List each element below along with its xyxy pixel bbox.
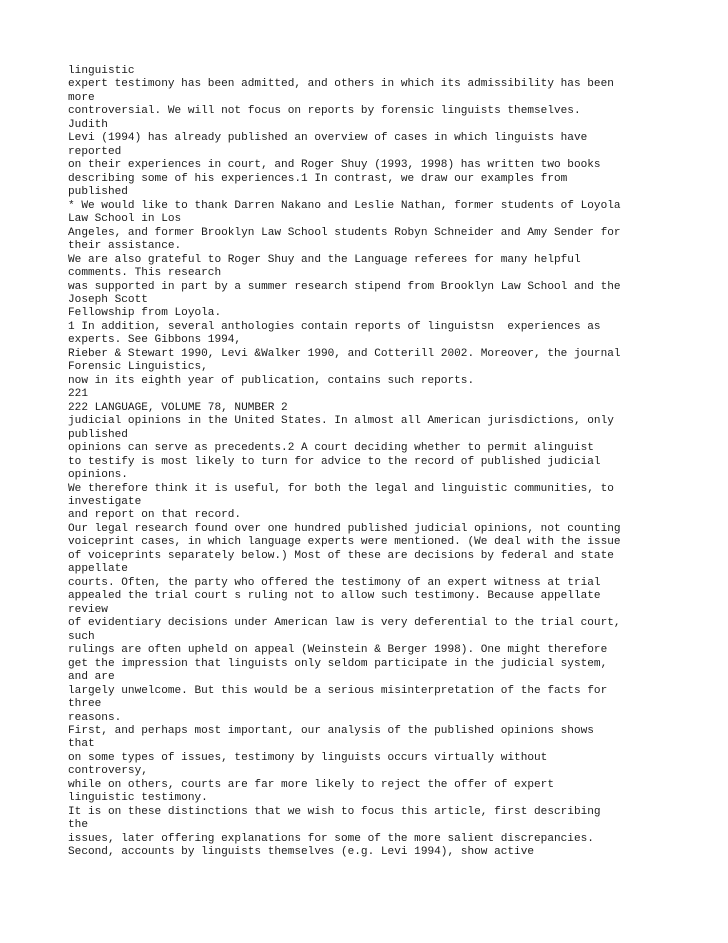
- text-line: * We would like to thank Darren Nakano and Leslie Nathan, former students of Loyola: [68, 199, 621, 212]
- text-line: Forensic Linguistics,: [68, 361, 208, 374]
- text-line: Law School in Los: [68, 213, 182, 226]
- text-line: and report on that record.: [68, 509, 242, 522]
- text-line: Second, accounts by linguists themselves (e.g. Levi 1994), show active: [68, 846, 535, 859]
- text-line: controversial. We will not focus on reports by forensic linguists themselves.: [68, 105, 581, 118]
- text-line: issues, later offering explanations for some of the more salient discrepancies.: [68, 832, 594, 845]
- text-line: more: [68, 91, 95, 104]
- text-line: on their experiences in court, and Roger Shuy (1993, 1998) has written two books: [68, 159, 601, 172]
- text-line: We therefore think it is useful, for both the legal and linguistic communities, to: [68, 482, 614, 495]
- text-line: experts. See Gibbons 1994,: [68, 334, 242, 347]
- text-line: review: [68, 603, 108, 616]
- text-line: now in its eighth year of publication, contains such reports.: [68, 374, 475, 387]
- text-line: judicial opinions in the United States. In almost all American jurisdictions, only: [68, 415, 614, 428]
- text-line: linguistic testimony.: [68, 792, 208, 805]
- text-line: published: [68, 186, 128, 199]
- text-line: Rieber & Stewart 1990, Levi &Walker 1990, and Cotterill 2002. Moreover, the journal: [68, 347, 621, 360]
- text-line: Judith: [68, 118, 108, 131]
- text-line: while on others, courts are far more likely to reject the offer of expert: [68, 778, 554, 791]
- text-line: appellate: [68, 563, 128, 576]
- text-line: linguistic: [68, 65, 135, 77]
- text-line: of evidentiary decisions under American law is very deferential to the trial court,: [68, 617, 621, 630]
- text-line: on some types of issues, testimony by linguists occurs virtually without: [68, 751, 548, 764]
- text-line: largely unwelcome. But this would be a serious misinterpretation of the facts for: [68, 684, 608, 697]
- text-line: Angeles, and former Brooklyn Law School students Robyn Schneider and Amy Sender for: [68, 226, 621, 239]
- text-line: three: [68, 698, 102, 711]
- text-line: such: [68, 630, 95, 643]
- text-line: reasons.: [68, 711, 122, 724]
- text-line: published: [68, 428, 128, 441]
- text-line: expert testimony has been admitted, and others in which its admissibility has been: [68, 78, 614, 91]
- text-line: to testify is most likely to turn for advice to the record of published judicial: [68, 455, 601, 468]
- text-line: reported: [68, 145, 122, 158]
- text-line: describing some of his experiences.1 In contrast, we draw our examples from: [68, 172, 568, 185]
- text-line: and are: [68, 671, 115, 684]
- text-line: of voiceprints separately below.) Most of these are decisions by federal and state: [68, 549, 614, 562]
- text-line: rulings are often upheld on appeal (Weinstein & Berger 1998). One might therefore: [68, 644, 608, 657]
- text-line: Fellowship from Loyola.: [68, 307, 222, 320]
- text-line: Our legal research found over one hundred published judicial opinions, not counting: [68, 522, 621, 535]
- text-line: opinions.: [68, 469, 128, 482]
- text-line: investigate: [68, 496, 142, 508]
- text-line: courts. Often, the party who offered the testimony of an expert witness at trial: [68, 576, 601, 589]
- text-line: Levi (1994) has already published an overview of cases in which linguists have: [68, 132, 588, 145]
- text-line: 222 LANGUAGE, VOLUME 78, NUMBER 2: [68, 401, 288, 414]
- document-page: [68, 65, 668, 860]
- text-line: We are also grateful to Roger Shuy and the Language referees for many helpful: [68, 253, 581, 266]
- text-line: It is on these distinctions that we wish to focus this article, first describing: [68, 805, 601, 818]
- text-line: opinions can serve as precedents.2 A court deciding whether to permit alinguist: [68, 442, 594, 455]
- text-line: Joseph Scott: [68, 293, 148, 306]
- text-line: the: [68, 819, 88, 832]
- text-line: controversy,: [68, 765, 148, 778]
- text-line: voiceprint cases, in which language experts were mentioned. (We deal with the issue: [68, 536, 621, 549]
- text-line: their assistance.: [68, 240, 182, 253]
- text-line: that: [68, 738, 95, 751]
- text-line: appealed the trial court s ruling not to allow such testimony. Because appellate: [68, 590, 601, 603]
- text-line: get the impression that linguists only seldom participate in the judicial system,: [68, 657, 608, 670]
- text-line: comments. This research: [68, 267, 222, 280]
- text-line: 221: [68, 388, 88, 401]
- text-line: was supported in part by a summer research stipend from Brooklyn Law School and the: [68, 280, 621, 293]
- text-line: 1 In addition, several anthologies contain reports of linguistsn experiences as: [68, 320, 601, 333]
- text-line: First, and perhaps most important, our analysis of the published opinions shows: [68, 724, 594, 737]
